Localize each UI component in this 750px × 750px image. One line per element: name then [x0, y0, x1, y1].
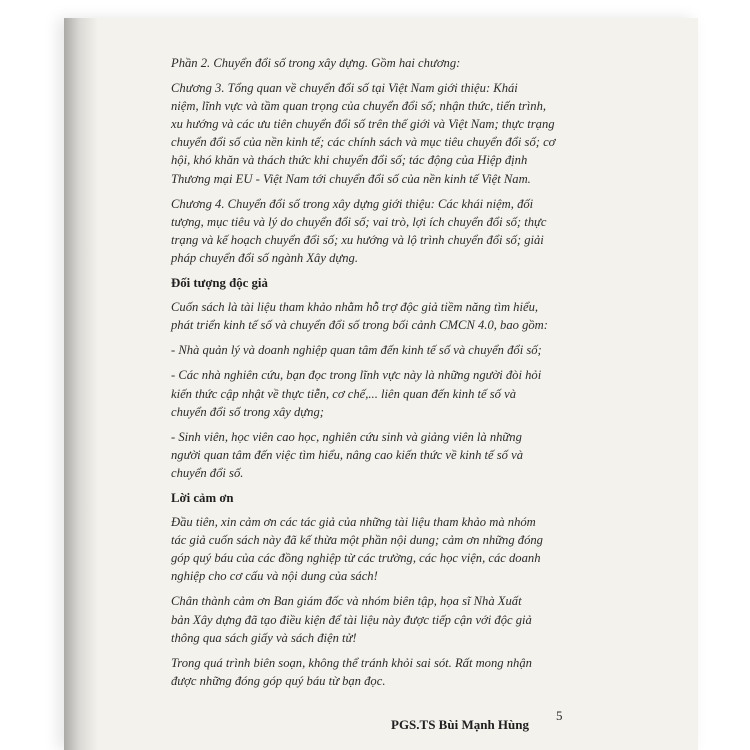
readers-section [171, 298, 569, 482]
text-line: tác giả cuốn sách này đã kế thừa một phần nội dung; cảm ơn những đóng [171, 533, 543, 548]
text-line: bản Xây dựng đã tạo điều kiện để tài liệu này được tiếp cận với độc giả [171, 612, 532, 627]
text-line: Chương 4. Chuyển đổi số trong xây dựng giới thiệu: Các khái niệm, đối [171, 196, 534, 211]
text-line: góp quý báu của các đồng nghiệp từ các trường, các học viện, các doanh [171, 551, 541, 566]
paragraph [171, 341, 569, 359]
paragraph [171, 513, 569, 585]
text-line: Trong quá trình biên soạn, không thể tránh khỏi sai sót. Rất mong nhận [171, 655, 532, 670]
text-line: phát triển kinh tế số và chuyển đổi số trong bối cảnh CMCN 4.0, bao gồm: [171, 318, 548, 333]
intro-section [171, 54, 569, 267]
paragraph [171, 79, 569, 188]
text-line: kiến thức cập nhật về thực tiễn, cơ chế,... liên quan đến kinh tế số và [171, 386, 516, 401]
author-signature: PGS.TS Bùi Mạnh Hùng [391, 716, 529, 732]
text-line: thông qua sách giấy và sách điện tử! [171, 630, 357, 645]
paragraph [171, 428, 569, 482]
text-line: - Nhà quản lý và doanh nghiệp quan tâm đến kinh tế số và chuyển đổi số; [171, 343, 542, 358]
paragraph [171, 54, 569, 72]
text-line: tượng, mục tiêu và lý do chuyển đổi số; vai trò, lợi ích chuyển đổi số; thực [171, 214, 547, 229]
text-line: hội, khó khăn và thách thức khi chuyển đổi số; tác động của Hiệp định [171, 153, 528, 168]
text-line: chuyển đổi số của nền kinh tế; các chính sách và mục tiêu chuyển đổi số; cơ [171, 135, 556, 150]
text-line: Thương mại EU - Việt Nam tới chuyển đổi số của nền kinh tế Việt Nam. [171, 171, 531, 186]
text-line: được những đóng góp quý báu từ bạn đọc. [171, 673, 386, 688]
text-line: chuyển đổi số. [171, 465, 244, 480]
text-line: Chân thành cảm ơn Ban giám đốc và nhóm biên tập, họa sĩ Nhà Xuất [171, 594, 522, 609]
text-line: - Sinh viên, học viên cao học, nghiên cứu sinh và giảng viên là những [171, 429, 522, 444]
page-number: 5 [556, 708, 563, 723]
text-line: trạng và kế hoạch chuyển đổi số; xu hướng và lộ trình chuyển đổi số; giải [171, 232, 544, 247]
paragraph [171, 654, 569, 690]
heading-thanks: Lời cảm ơn [171, 490, 234, 505]
text-line: - Các nhà nghiên cứu, bạn đọc trong lĩnh vực này là những người đòi hỏi [171, 368, 542, 383]
text-line: Phần 2. Chuyển đổi số trong xây dựng. Gồm hai chương: [171, 56, 461, 70]
text-line: chuyển đổi số trong xây dựng; [171, 404, 324, 419]
paragraph [171, 298, 569, 334]
text-line: Cuốn sách là tài liệu tham khảo nhằm hỗ trợ độc giả tiềm năng tìm hiểu, [171, 300, 539, 315]
heading-readers: Đối tượng độc giả [171, 276, 268, 291]
text-line: pháp chuyển đổi số ngành Xây dựng. [171, 250, 358, 265]
thanks-section [171, 513, 569, 690]
text-line: xu hướng và các ưu tiên chuyển đổi số trên thế giới và Việt Nam; thực trạng [171, 117, 555, 132]
binding-shadow [64, 18, 98, 750]
text-line: niệm, lĩnh vực và tầm quan trọng của chuyển đổi số; nhận thức, tiến trình, [171, 99, 547, 114]
text-line: Chương 3. Tổng quan về chuyển đổi số tại Việt Nam giới thiệu: Khái [171, 81, 518, 96]
paragraph [171, 366, 569, 420]
text-line: Đầu tiên, xin cảm ơn các tác giả của những tài liệu tham khảo mà nhóm [171, 515, 536, 530]
text-line: nghiệp cho cơ cấu và nội dung của sách! [171, 569, 378, 584]
text-line: người quan tâm đến việc tìm hiểu, nâng cao kiến thức về kinh tế số và [171, 447, 523, 462]
page-content [171, 54, 569, 734]
paragraph [171, 195, 569, 267]
paragraph [171, 592, 569, 646]
